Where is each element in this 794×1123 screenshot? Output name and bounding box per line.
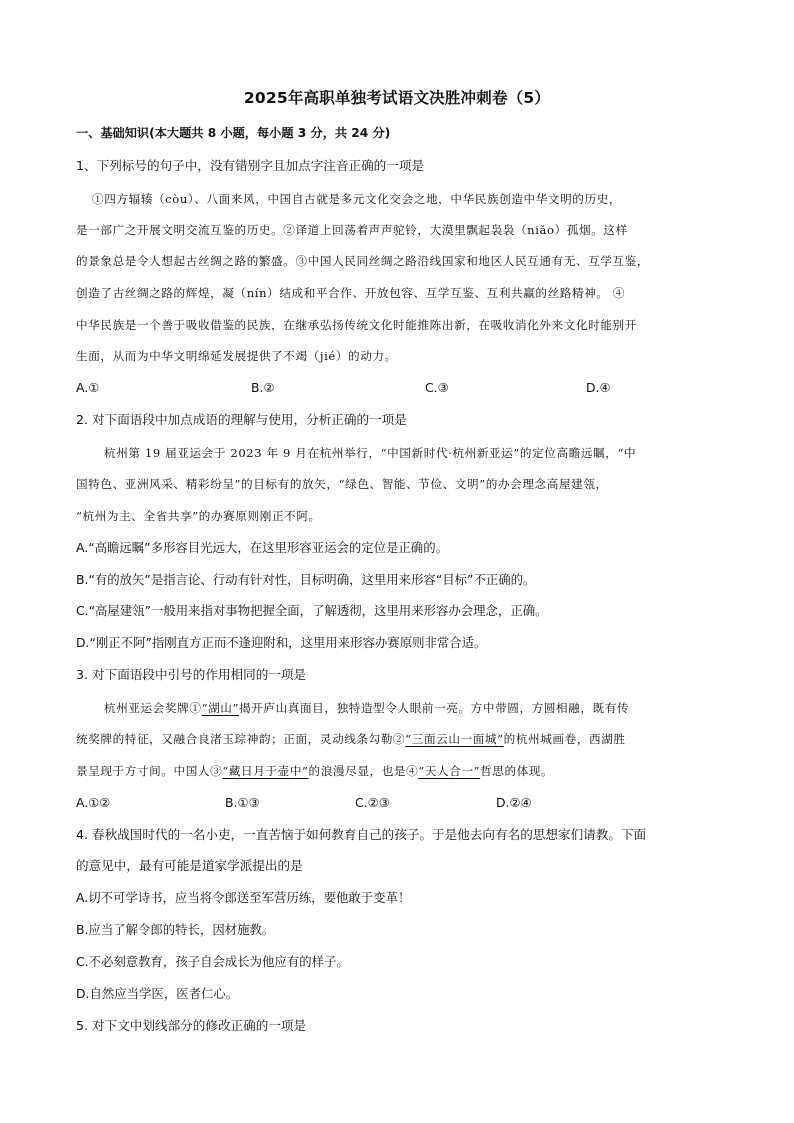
quoted-phrase-1: “湖山”: [201, 701, 240, 715]
question-1-passage-line: 创造了古丝绸之路的辉煌，凝（nín）结成和平合作、开放包容、互学互鉴、互利共赢的丝路精神。 ④: [76, 286, 626, 300]
passage-text: 统奖牌的特征，又融合良渚玉琮神韵；正面，灵动线条勾勒②: [76, 732, 406, 746]
question-2-passage-line: 国特色、亚洲风采、精彩纷呈”的目标有的放矢，“绿色、智能、节俭、文明”的办会理念高屋建瓴，: [76, 477, 608, 491]
passage-text: 哲思的体现。: [480, 764, 554, 778]
question-3-passage-line: [104, 699, 629, 717]
question-1-stem: 1、下列标号的句子中，没有错别字且加点字注音正确的一项是: [76, 158, 425, 173]
passage-text: 的浪漫尽显，也是④: [308, 764, 419, 778]
quoted-phrase-3: “藏日月于壶中”: [222, 764, 309, 778]
question-2-option-d: D.“刚正不阿”指刚直方正而不逢迎附和，这里用来形容办赛原则非常合适。: [76, 635, 487, 650]
quoted-phrase-2: “三面云山一面城”: [405, 732, 504, 746]
question-2-passage-line: 杭州第 19 届亚运会于 2023 年 9 月在杭州举行，“中国新时代·杭州新亚运”的定位高瞻远瞩，“中: [104, 446, 637, 460]
passage-text: 揭开庐山真面目，独特造型令人眼前一亮。方中带圆，方圆相融，既有传: [239, 701, 630, 715]
question-5-stem: 5. 对下文中划线部分的修改正确的一项是: [76, 1018, 307, 1033]
question-1-passage-line: ①四方辐辏（còu）、八面来风，中国自古就是多元文化交会之地，中华民族创造中华文明的历史，: [92, 192, 622, 206]
question-1-passage-line: 的景象总是令人想起古丝绸之路的繁盛。③中国人民同丝绸之路沿线国家和地区人民互通有无、互学互鉴，: [76, 254, 650, 268]
question-2-option-b: B.“有的放矢”是指言论、行动有针对性，目标明确，这里用来形容“目标”不正确的。: [76, 572, 536, 587]
option-c: C.③: [425, 380, 449, 395]
passage-text: 景呈现于方寸间。中国人③: [76, 764, 223, 778]
passage-text: 杭州亚运会奖牌①: [104, 701, 202, 715]
option-a: A.①: [76, 380, 100, 395]
question-3-passage-line: [76, 730, 626, 748]
question-1-passage-line: 中华民族是一个善于吸收借鉴的民族，在继承弘扬传统文化时能推陈出新，在吸收消化外来文化时能别开: [76, 318, 637, 332]
option-b: B.①③: [225, 795, 260, 810]
question-3-options: [0, 794, 794, 812]
passage-text: 的杭州城画卷，西湖胜: [503, 732, 626, 746]
question-2-stem: 2. 对下面语段中加点成语的理解与使用，分析正确的一项是: [76, 412, 407, 427]
question-1-passage-line: 生面，从而为中华文明绵延发展提供了不竭（jié）的动力。: [76, 349, 397, 363]
question-2-passage-line: “杭州为主、全省共享”的办赛原则刚正不阿。: [76, 509, 321, 523]
section-heading: 一、基础知识(本大题共 8 小题，每小题 3 分，共 24 分): [76, 126, 391, 140]
question-4-stem-cont: 的意见中，最有可能是道家学派提出的是: [76, 858, 303, 873]
question-4-stem: 4. 春秋战国时代的一名小吏，一直苦恼于如何教育自己的孩子。于是他去向有名的思想家们请教。下面: [76, 827, 647, 842]
question-1-options: [0, 379, 794, 397]
question-2-option-a: A.“高瞻远瞩”多形容目光远大，在这里形容亚运会的定位是正确的。: [76, 540, 448, 555]
option-c: C.②③: [355, 795, 390, 810]
page-title: 2025年高职单独考试语文决胜冲刺卷（5）: [243, 89, 551, 107]
question-4-option-a: A.切不可学诗书，应当将令郎送至军营历练，要他敢于变革！: [76, 890, 411, 905]
question-1-passage-line: 是一部广之开展文明交流互鉴的历史。②译道上回荡着声声驼铃，大漠里飘起袅袅（niǎo）孤烟。这样: [76, 223, 628, 237]
question-4-option-d: D.自然应当学医，医者仁心。: [76, 986, 239, 1001]
question-2-option-c: C.“高屋建瓴”一般用来指对事物把握全面，了解透彻，这里用来形容办会理念，正确。: [76, 603, 548, 618]
question-3-stem: 3. 对下面语段中引号的作用相同的一项是: [76, 667, 307, 682]
option-b: B.②: [251, 380, 275, 395]
option-d: D.②④: [496, 795, 532, 810]
question-4-option-c: C.不必刻意教育，孩子自会成长为他应有的样子。: [76, 954, 349, 969]
option-a: A.①②: [76, 795, 111, 810]
question-3-passage-line: [76, 762, 553, 780]
quoted-phrase-4: “天人合一”: [418, 764, 481, 778]
option-d: D.④: [586, 380, 611, 395]
question-4-option-b: B.应当了解令郎的特长，因材施教。: [76, 922, 275, 937]
